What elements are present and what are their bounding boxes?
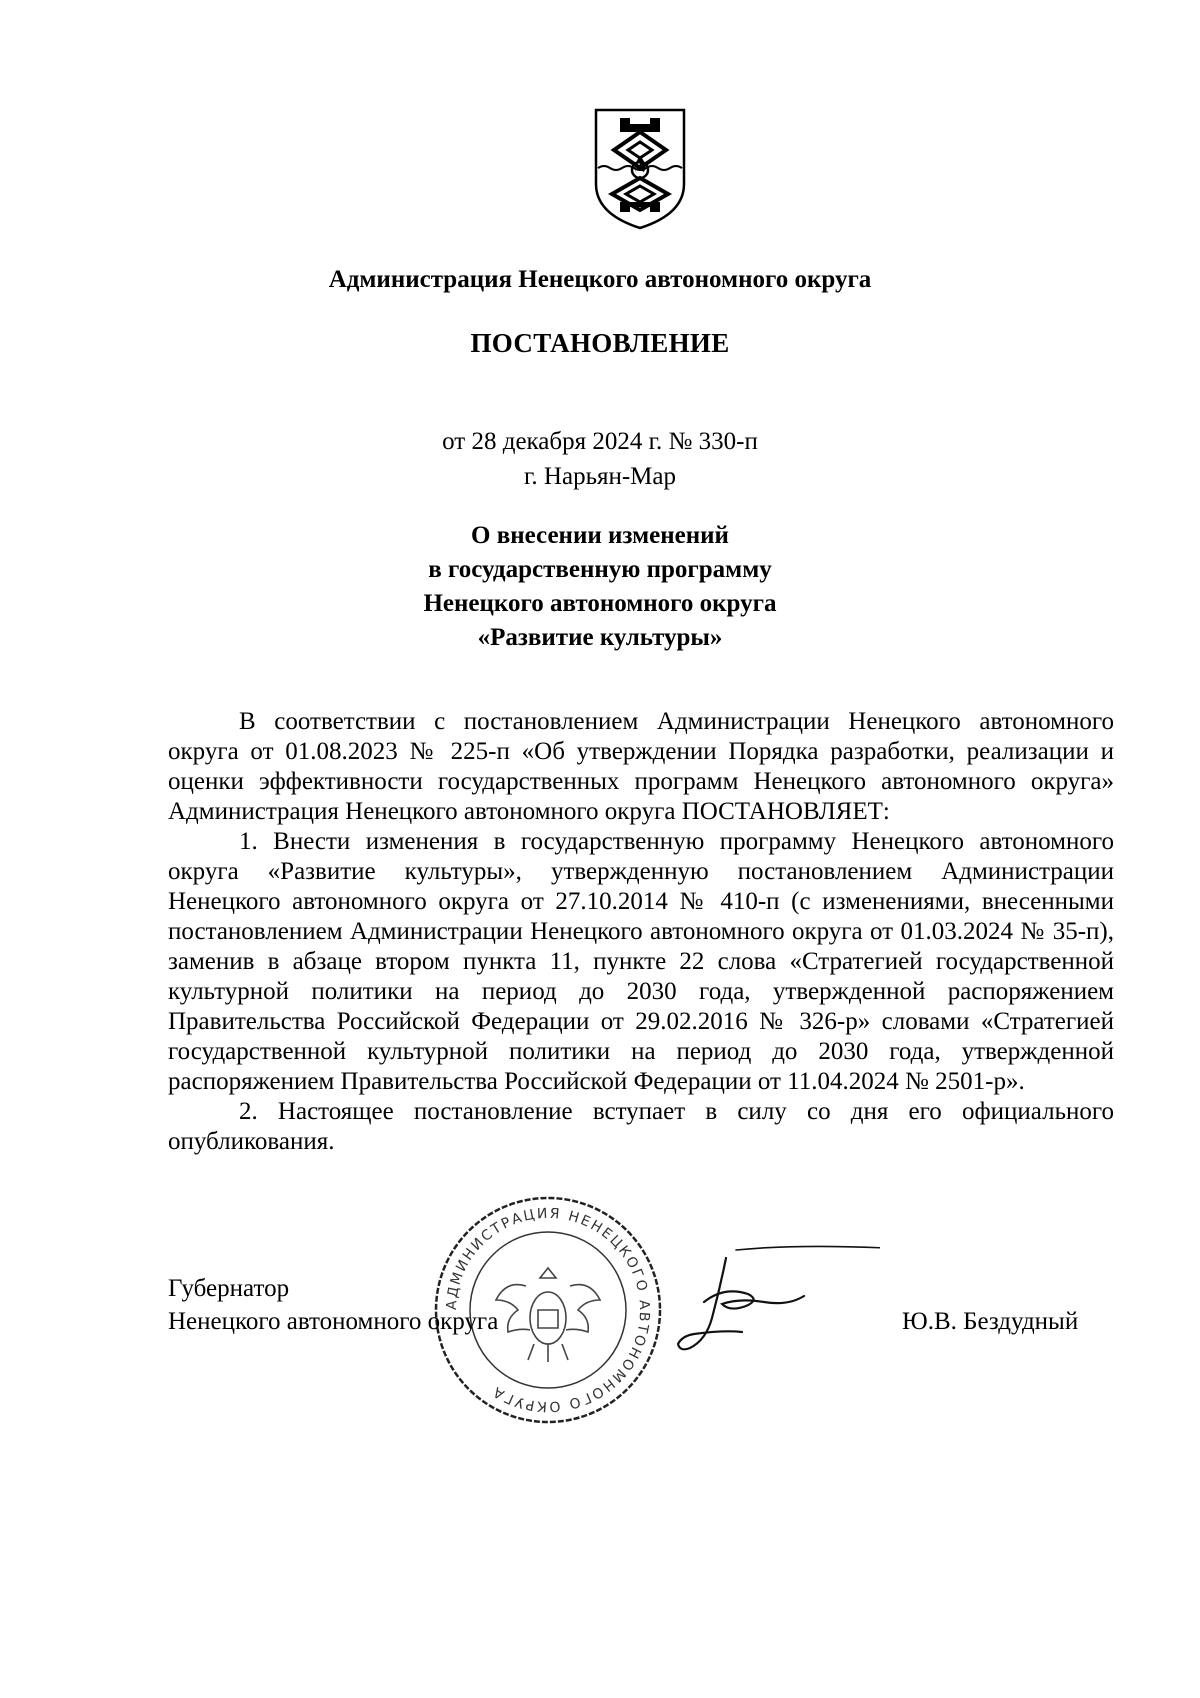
subject-line-3: Ненецкого автономного округа: [423, 590, 777, 617]
position-line-2: Ненецкого автономного округа: [168, 1308, 499, 1335]
subject-line-4: «Развитие культуры»: [477, 624, 723, 651]
signatory-position: [168, 1272, 498, 1338]
organization-name: Администрация Ненецкого автономного округа: [328, 266, 872, 293]
document-body: [168, 707, 1114, 1157]
signatory-name: Ю.В. Бездудный: [902, 1308, 1079, 1335]
seal-ring-text: АДМИНИСТРАЦИЯ НЕНЕЦКОГО АВТОНОМНОГО ОКРУГА: [443, 1205, 653, 1415]
city: г. Нарьян-Мар: [523, 463, 676, 490]
position-line-1: Губернатор: [168, 1275, 290, 1302]
subject-line-1: О внесении изменений: [471, 522, 729, 549]
date-and-number: от 28 декабря 2024 г. № 330-п: [442, 428, 758, 455]
subject-line-2: в государственную программу: [428, 556, 772, 583]
document-meta: [0, 424, 1200, 494]
item-1-paragraph: 1. Внести изменения в государственную программу Ненецкого автономного округа «Развитие культуры», утвержденную постановлением Администрации Ненецкого автономного округа от 27.10.2014 № 410-п (с изменениями, внесенными постановлением Администрации Ненецкого автономного округа от 01.03.2024 № 35-п), заменив в абзаце втором пункта 11, пункте 22 слова «Стратегией государственной культурной политики на период до 2030 года, утвержденной распоряжением Правительства Российской Федерации от 29.02.2016 № 326-р» словами «Стратегией государственной культурной политики на период до 2030 года, утвержденной распоряжением Правительства Российской Федерации от 11.04.2024 № 2501-р».: [168, 828, 1114, 1095]
item-2-paragraph: 2. Настоящее постановление вступает в силу со дня его официального опубликования.: [168, 1098, 1114, 1155]
preamble-paragraph: В соответствии с постановлением Администрации Ненецкого автономного округа от 01.08.2023 № 225-п «Об утверждении Порядка разработки, реализации и оценки эффективности государственных программ Ненецкого автономного округа» Администрация Ненецкого автономного округа ПОСТАНОВЛЯЕТ:: [168, 708, 1114, 825]
handwritten-signature-icon: [640, 1240, 880, 1360]
document-type-title: ПОСТАНОВЛЕНИЕ: [470, 328, 730, 358]
document-subject: [0, 519, 1200, 655]
nenets-coat-of-arms-icon: [590, 106, 690, 232]
